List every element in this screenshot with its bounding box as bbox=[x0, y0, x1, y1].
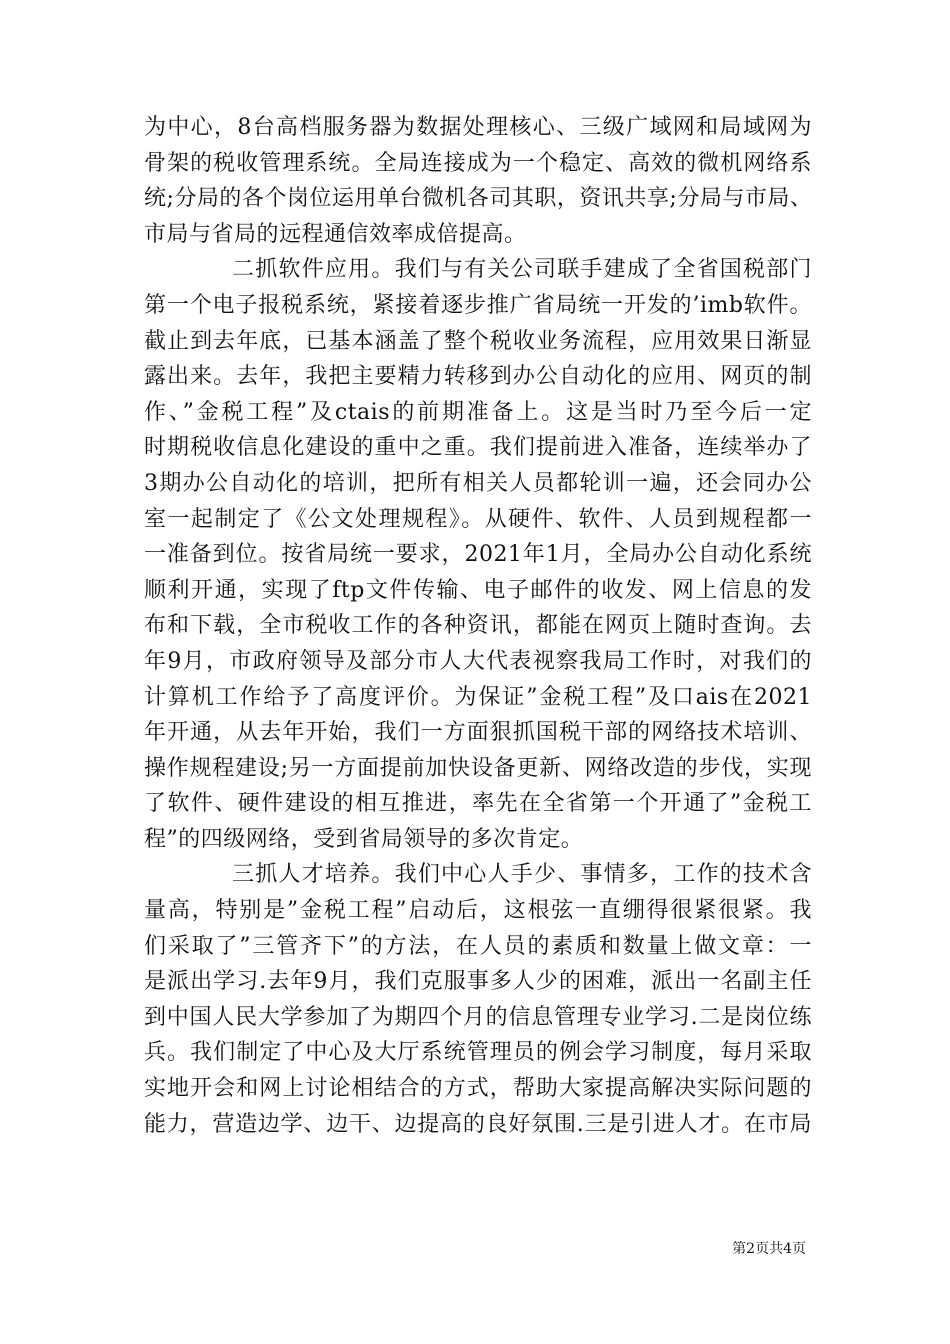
text-line: 3期办公自动化的培训，把所有相关人员都轮训一遍，还会同办公 bbox=[144, 470, 812, 496]
text-line: 到中国人民大学参加了为期四个月的信息管理专业学习.二是岗位练 bbox=[144, 1004, 812, 1030]
text-line: 计算机工作给予了高度评价。为保证”金税工程”及口ais在2021 bbox=[144, 684, 812, 710]
text-line: 作、”金税工程”及ctais的前期准备上。这是当时乃至今后一定 bbox=[144, 399, 812, 425]
paragraph bbox=[144, 857, 812, 1142]
text-line: 是派出学习.去年9月，我们克服事多人少的困难，派出一名副主任 bbox=[144, 969, 812, 995]
page-number-footer: 第2页共4页 bbox=[732, 1241, 806, 1257]
text-line: 三抓人才培养。我们中心人手少、事情多，工作的技术含 bbox=[232, 862, 812, 888]
text-line: 统;分局的各个岗位运用单台微机各司其职，资讯共享;分局与市局、 bbox=[144, 186, 813, 212]
text-line: 二抓软件应用。我们与有关公司联手建成了全省国税部门 bbox=[232, 257, 812, 283]
text-line: 布和下载，全市税收工作的各种资讯，都能在网页上随时查询。去 bbox=[144, 613, 812, 639]
text-line: 量高，特别是”金税工程”启动后，这根弦一直绷得很紧很紧。我 bbox=[144, 898, 812, 924]
text-line: 露出来。去年，我把主要精力转移到办公自动化的应用、网页的制 bbox=[144, 364, 812, 390]
text-line: 市局与省局的远程通信效率成倍提高。 bbox=[144, 221, 527, 247]
text-line: 截止到去年底，已基本涵盖了整个税收业务流程，应用效果日渐显 bbox=[144, 328, 812, 354]
text-line: 们采取了”三管齐下”的方法，在人员的素质和数量上做文章：一 bbox=[144, 933, 812, 959]
text-line: 兵。我们制定了中心及大厅系统管理员的例会学习制度，每月采取 bbox=[144, 1040, 812, 1066]
text-line: 室一起制定了《公文处理规程》。从硬件、软件、人员到规程都一 bbox=[144, 506, 812, 532]
text-line: 年9月，市政府领导及部分市人大代表视察我局工作时，对我们的 bbox=[144, 648, 812, 674]
document-body bbox=[144, 110, 812, 1142]
paragraph bbox=[144, 252, 812, 857]
text-line: 实地开会和网上讨论相结合的方式，帮助大家提高解决实际问题的 bbox=[144, 1076, 812, 1102]
text-line: 了软件、硬件建设的相互推进，率先在全省第一个开通了”金税工 bbox=[144, 791, 812, 817]
text-line: 第一个电子报税系统，紧接着逐步推广省局统一开发的’imb软件。 bbox=[144, 292, 812, 318]
text-line: 能力，营造边学、边干、边提高的良好氛围.三是引进人才。在市局 bbox=[144, 1111, 812, 1137]
text-line: 时期税收信息化建设的重中之重。我们提前进入准备，连续举办了 bbox=[144, 435, 812, 461]
text-line: 一准备到位。按省局统一要求，2021年1月，全局办公自动化系统 bbox=[144, 542, 812, 568]
text-line: 程”的四级网络，受到省局领导的多次肯定。 bbox=[144, 826, 584, 852]
text-line: 年开通，从去年开始，我们一方面狠抓国税干部的网络技术培训、 bbox=[144, 720, 812, 746]
text-line: 顺利开通，实现了ftp文件传输、电子邮件的收发、网上信息的发 bbox=[144, 577, 812, 603]
text-line: 骨架的税收管理系统。全局连接成为一个稳定、高效的微机网络系 bbox=[144, 150, 812, 176]
text-line: 操作规程建设;另一方面提前加快设备更新、网络改造的步伐，实现 bbox=[144, 755, 812, 781]
text-line: 为中心，8台高档服务器为数据处理核心、三级广域网和局域网为 bbox=[144, 115, 812, 140]
paragraph bbox=[144, 110, 812, 252]
